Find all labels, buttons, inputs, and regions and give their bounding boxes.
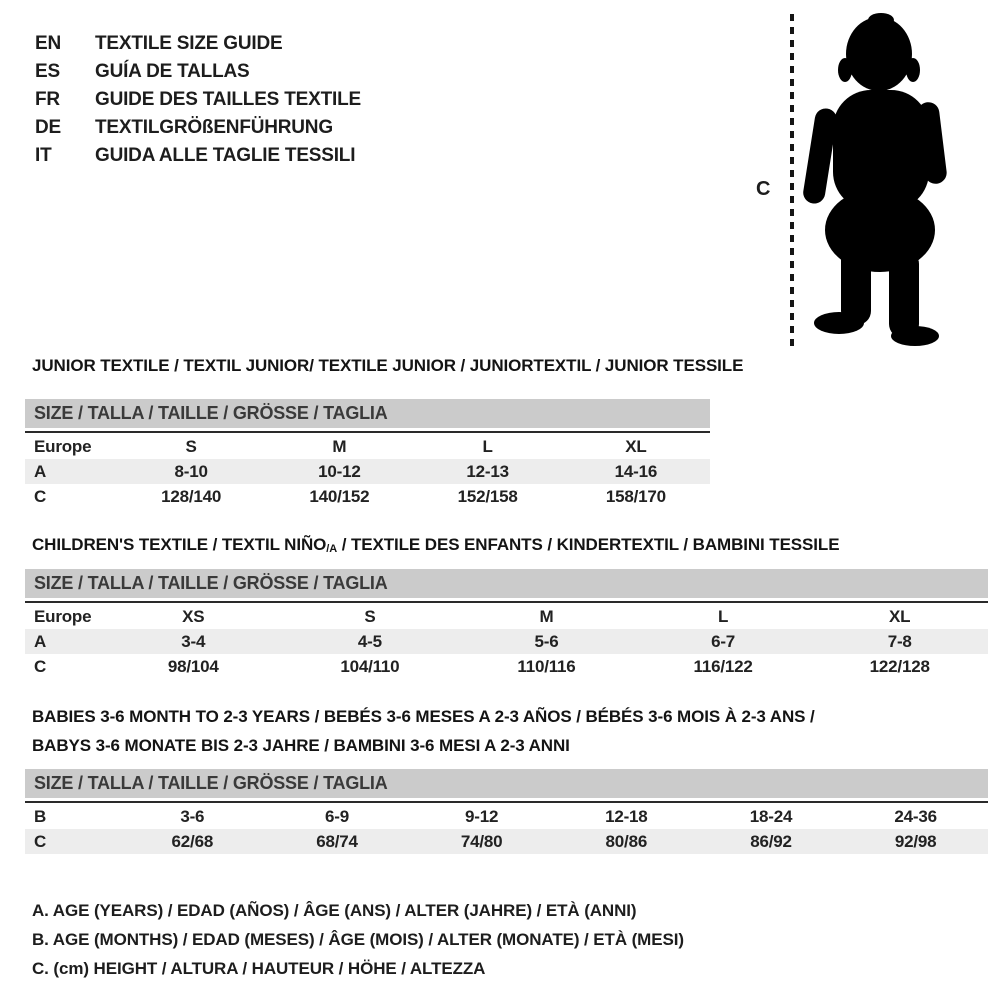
row-label: Europe bbox=[34, 607, 92, 626]
table-row bbox=[25, 629, 988, 654]
size-value: XL bbox=[625, 437, 647, 456]
size-value: 158/170 bbox=[605, 487, 666, 506]
height-measure-label: C bbox=[756, 178, 771, 200]
row-label: A bbox=[34, 632, 47, 651]
size-value: 116/122 bbox=[693, 657, 753, 676]
footnotes bbox=[32, 896, 684, 983]
size-header-label: SIZE / TALLA / TAILLE / GRÖSSE / TAGLIA bbox=[34, 403, 388, 423]
size-value: 152/158 bbox=[457, 487, 518, 506]
size-value: 110/116 bbox=[517, 657, 576, 676]
size-value: M bbox=[539, 607, 554, 626]
row-label: Europe bbox=[34, 437, 92, 456]
size-value: 10-12 bbox=[318, 462, 361, 481]
baby-silhouette bbox=[803, 10, 948, 348]
language-code: EN bbox=[35, 33, 61, 54]
size-value: 122/128 bbox=[869, 657, 930, 676]
footnote-b: B. AGE (MONTHS) / EDAD (MESES) / ÂGE (MOIS) / ALTER (MONATE) / ETÀ (MESI) bbox=[32, 930, 684, 949]
children-section-title bbox=[32, 535, 839, 555]
size-value: L bbox=[718, 607, 729, 626]
language-row bbox=[35, 58, 361, 86]
height-dotted-line bbox=[790, 14, 794, 346]
children-size-table bbox=[25, 604, 988, 679]
size-value: S bbox=[185, 437, 197, 456]
row-label: A bbox=[34, 462, 47, 481]
header-divider bbox=[25, 801, 988, 803]
size-value: 6-7 bbox=[711, 632, 736, 651]
size-value: 80/86 bbox=[605, 832, 648, 851]
size-header-label: SIZE / TALLA / TAILLE / GRÖSSE / TAGLIA bbox=[34, 773, 388, 793]
size-value: 24-36 bbox=[894, 807, 937, 826]
table-row bbox=[25, 604, 988, 629]
size-value: 92/98 bbox=[894, 832, 937, 851]
language-list bbox=[35, 30, 361, 170]
size-value: 12-13 bbox=[466, 462, 509, 481]
language-code: IT bbox=[35, 145, 52, 166]
size-header-bar-junior bbox=[25, 399, 710, 428]
row-label: C bbox=[34, 832, 47, 851]
size-value: 14-16 bbox=[614, 462, 658, 481]
size-value: 18-24 bbox=[749, 807, 793, 826]
language-row bbox=[35, 114, 361, 142]
row-label: C bbox=[34, 657, 47, 676]
size-value: S bbox=[364, 607, 376, 626]
row-label: B bbox=[34, 807, 47, 826]
size-value: 12-18 bbox=[605, 807, 648, 826]
footnote-a: A. AGE (YEARS) / EDAD (AÑOS) / ÂGE (ANS) / ALTER (JAHRE) / ETÀ (ANNI) bbox=[32, 901, 637, 920]
language-row bbox=[35, 86, 361, 114]
table-row bbox=[25, 804, 988, 829]
size-value: XS bbox=[182, 607, 205, 626]
size-value: 8-10 bbox=[174, 462, 208, 481]
language-label: TEXTILE SIZE GUIDE bbox=[95, 33, 283, 54]
size-header-label: SIZE / TALLA / TAILLE / GRÖSSE / TAGLIA bbox=[34, 573, 388, 593]
row-label: C bbox=[34, 487, 47, 506]
size-value: M bbox=[332, 437, 347, 456]
size-value: L bbox=[482, 437, 493, 456]
language-row bbox=[35, 142, 361, 170]
size-value: 3-4 bbox=[181, 632, 206, 651]
language-label: GUÍA DE TALLAS bbox=[95, 61, 250, 82]
language-code: FR bbox=[35, 89, 60, 110]
language-code: ES bbox=[35, 61, 60, 82]
table-row bbox=[25, 654, 988, 679]
size-value: 7-8 bbox=[887, 632, 912, 651]
babies-size-table bbox=[25, 804, 988, 854]
language-code: DE bbox=[35, 117, 61, 138]
language-label: TEXTILGRÖßENFÜHRUNG bbox=[95, 117, 333, 138]
size-value: 68/74 bbox=[316, 832, 358, 851]
children-title-part1: CHILDREN'S TEXTILE / TEXTIL NIÑO bbox=[32, 535, 327, 554]
size-value: 5-6 bbox=[534, 632, 559, 651]
size-value: 74/80 bbox=[460, 832, 503, 851]
size-value: 98/104 bbox=[167, 657, 219, 676]
babies-title-line2: BABYS 3-6 MONATE BIS 2-3 JAHRE / BAMBINI 3-6 MESI A 2-3 ANNI bbox=[32, 736, 570, 755]
header-divider bbox=[25, 431, 710, 433]
size-value: XL bbox=[889, 607, 911, 626]
size-value: 128/140 bbox=[161, 487, 222, 506]
language-label: GUIDE DES TAILLES TEXTILE bbox=[95, 89, 361, 110]
junior-size-table bbox=[25, 434, 710, 509]
children-title-sub: /A bbox=[326, 543, 338, 555]
size-value: 86/92 bbox=[750, 832, 792, 851]
size-value: 3-6 bbox=[180, 807, 205, 826]
table-row bbox=[25, 434, 710, 459]
language-label: GUIDA ALLE TAGLIE TESSILI bbox=[95, 145, 356, 166]
children-title-part2: / TEXTILE DES ENFANTS / KINDERTEXTIL / BAMBINI TESSILE bbox=[337, 535, 840, 554]
babies-section-title bbox=[32, 702, 815, 760]
junior-section-title: JUNIOR TEXTILE / TEXTIL JUNIOR/ TEXTILE JUNIOR / JUNIORTEXTIL / JUNIOR TESSILE bbox=[32, 356, 744, 375]
size-header-bar-babies bbox=[25, 769, 988, 798]
header-divider bbox=[25, 601, 988, 603]
footnote-c: C. (cm) HEIGHT / ALTURA / HAUTEUR / HÖHE / ALTEZZA bbox=[32, 959, 486, 978]
size-value: 62/68 bbox=[171, 832, 214, 851]
table-row bbox=[25, 484, 710, 509]
language-row bbox=[35, 30, 361, 58]
size-value: 4-5 bbox=[357, 632, 382, 651]
size-value: 140/152 bbox=[309, 487, 370, 506]
size-value: 104/110 bbox=[340, 657, 400, 676]
babies-title-line1: BABIES 3-6 MONTH TO 2-3 YEARS / BEBÉS 3-6 MESES A 2-3 AÑOS / BÉBÉS 3-6 MOIS À 2-3 ANS / bbox=[32, 707, 815, 726]
table-row bbox=[25, 459, 710, 484]
table-row bbox=[25, 829, 988, 854]
size-value: 6-9 bbox=[325, 807, 349, 826]
size-value: 9-12 bbox=[465, 807, 499, 826]
size-header-bar-children bbox=[25, 569, 988, 598]
